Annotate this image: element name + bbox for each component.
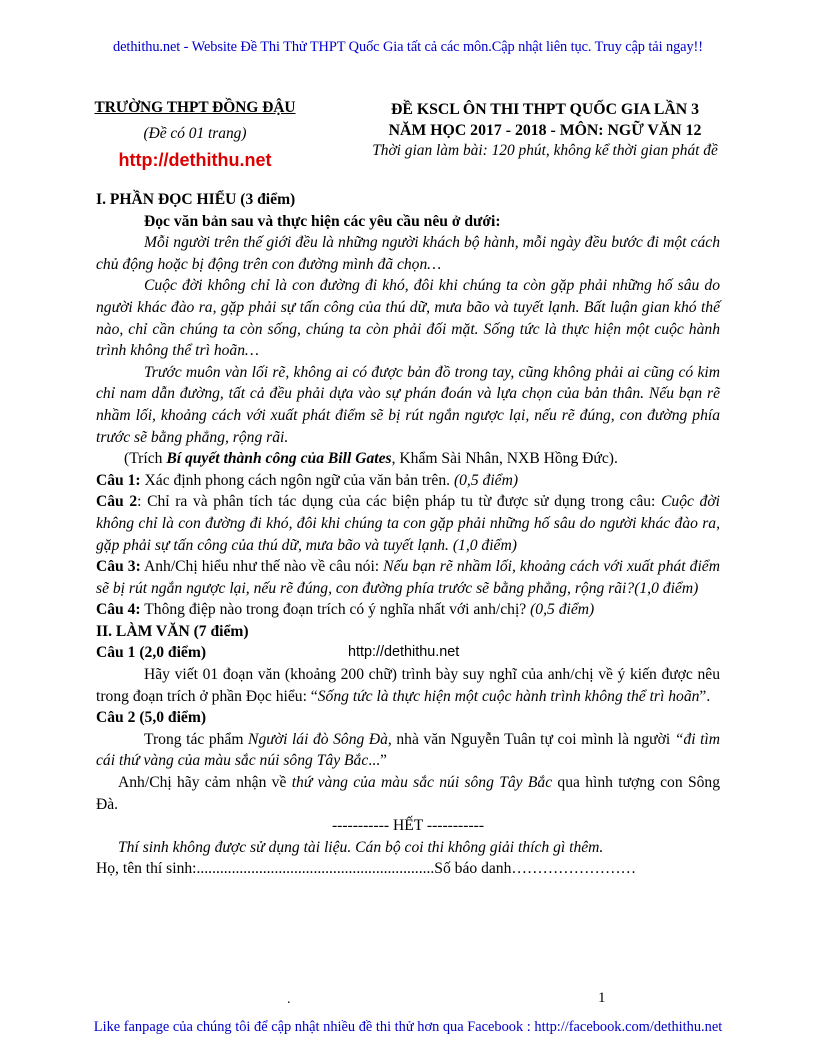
school-name: TRƯỜNG THPT ĐỒNG ĐẬU [94, 99, 296, 116]
passage-paragraph-3: Trước muôn vàn lối rẽ, không ai có được bản đồ trong tay, cũng không phải ai cũng có kim chỉ nam dẫn đường, tất cả đều phải dựa vào sự phán đoán và lựa chọn của bản thân. Nếu bạn rẽ nhầm lối, khoảng cách với xuất phát điểm sẽ bị rút ngắn ngược lại, nếu rẽ đúng, con đường phía trước sẽ bằng phẳng, rộng rãi. [96, 363, 720, 446]
exam-title-line2: NĂM HỌC 2017 - 2018 - MÔN: NGỮ VĂN 12 [388, 122, 702, 139]
page-count-note: (Đề có 01 trang) [143, 125, 247, 142]
candidate-info-line: Họ, tên thí sinh:.............................................................Số báo danh…………………… [96, 860, 637, 878]
essay-1-heading: Câu 1 (2,0 điểm) [96, 644, 207, 662]
question-3: Câu 3: Anh/Chị hiểu như thế nào về câu nói: Nếu bạn rẽ nhầm lối, khoảng cách với xuất phát điểm sẽ bị rút ngắn ngược lại, nếu rẽ đúng, con đường phía trước sẽ bằng phẳng, rộng rãi?(1,0 điểm) [96, 558, 720, 597]
exam-body [96, 189, 720, 880]
question-4-label: Câu 4: [96, 601, 141, 619]
citation: (Trích Bí quyết thành công của Bill Gates, Khẩm Sài Nhân, NXB Hồng Đức). [124, 450, 618, 468]
essay-2-heading: Câu 2 (5,0 điểm) [96, 709, 207, 727]
essay-2-prompt: Trong tác phẩm Người lái đò Sông Đà, nhà văn Nguyễn Tuân tự coi mình là người “đi tìm cái thứ vàng của màu sắc núi sông Tây Bắc...” [96, 730, 720, 770]
question-2: Câu 2: Chỉ ra và phân tích tác dụng của các biện pháp tu từ được sử dụng trong câu: Cuộc đời không chỉ là con đường đi khó, đôi khi chúng ta con gặp phải những hố sâu do người khác đào ra, gặp phải sự tấn công của thú dữ, mưa bão và tuyết lạnh. (1,0 điểm) [96, 493, 720, 554]
exam-time: Thời gian làm bài: 120 phút, không kể thời gian phát đề [372, 142, 718, 159]
essay-1-prompt: Hãy viết 01 đoạn văn (khoảng 200 chữ) trình bày suy nghĩ của anh/chị về ý kiến được nêu trong đoạn trích ở phần Đọc hiểu: “Sống tức là thực hiện một cuộc hành trình không thể trì hoãn”. [96, 666, 720, 705]
page-number: 1 [598, 990, 606, 1006]
part1-instruction: Đọc văn bản sau và thực hiện các yêu cầu nêu ở dưới: [144, 212, 501, 230]
end-mark: ----------- HẾT ----------- [331, 817, 485, 835]
question-4: Câu 4: Thông điệp nào trong đoạn trích có ý nghĩa nhất với anh/chị? (0,5 điểm) [96, 601, 595, 619]
essay-1-heading-row [96, 642, 720, 664]
footer-dot: . [287, 992, 291, 1007]
question-2-label: Câu 2 [96, 493, 138, 511]
school-header [80, 99, 310, 171]
passage-paragraph-2: Cuộc đời không chỉ là con đường đi khó, đôi khi chúng ta còn gặp phải những hố sâu do người khác đào ra, gặp phải sự tấn công của thú dữ, mưa bão và tuyết lạnh. Bất luận gian khó thế nào, chỉ cần chúng ta còn sống, chúng ta còn phải đối mặt. Sống tức là thực hiện một cuộc hành trình không thể trì hoãn… [96, 277, 720, 360]
essay-2-task: Anh/Chị hãy cảm nhận về thứ vàng của màu sắc núi sông Tây Bắc qua hình tượng con Sông Đà. [96, 774, 721, 813]
citation-book-title: Bí quyết thành công của Bill Gates [166, 450, 392, 468]
question-1-label: Câu 1: [96, 471, 141, 489]
mid-url-watermark[interactable]: http://dethithu.net [348, 644, 460, 661]
part1-heading: I. PHẦN ĐỌC HIỂU (3 điểm) [96, 191, 296, 208]
bottom-banner-link[interactable]: Like fanpage của chúng tôi để cập nhật nhiều đề thi thử hơn qua Facebook : http://facebook.com/dethithu.net [93, 1019, 723, 1035]
site-watermark-link[interactable]: http://dethithu.net [118, 150, 272, 170]
top-banner-link[interactable]: dethithu.net - Website Đề Thi Thử THPT Quốc Gia tất cả các môn.Cập nhật liên tục. Truy cập tải ngay!! [113, 39, 703, 55]
candidate-note: Thí sinh không được sử dụng tài liệu. Cán bộ coi thi không giải thích gì thêm. [118, 838, 604, 856]
exam-title-line1: ĐỀ KSCL ÔN THI THPT QUỐC GIA LẦN 3 [390, 101, 700, 118]
question-3-label: Câu 3: [96, 558, 141, 576]
part2-heading: II. LÀM VĂN (7 điểm) [96, 622, 249, 640]
question-1: Câu 1: Xác định phong cách ngôn ngữ của văn bản trên. (0,5 điểm) [96, 471, 519, 489]
exam-header [330, 99, 760, 161]
passage-paragraph-1: Mỗi người trên thế giới đều là những người khách bộ hành, mỗi ngày đều bước đi một cách chủ động hoặc bị động trên con đường mình đã chọn… [96, 234, 720, 273]
